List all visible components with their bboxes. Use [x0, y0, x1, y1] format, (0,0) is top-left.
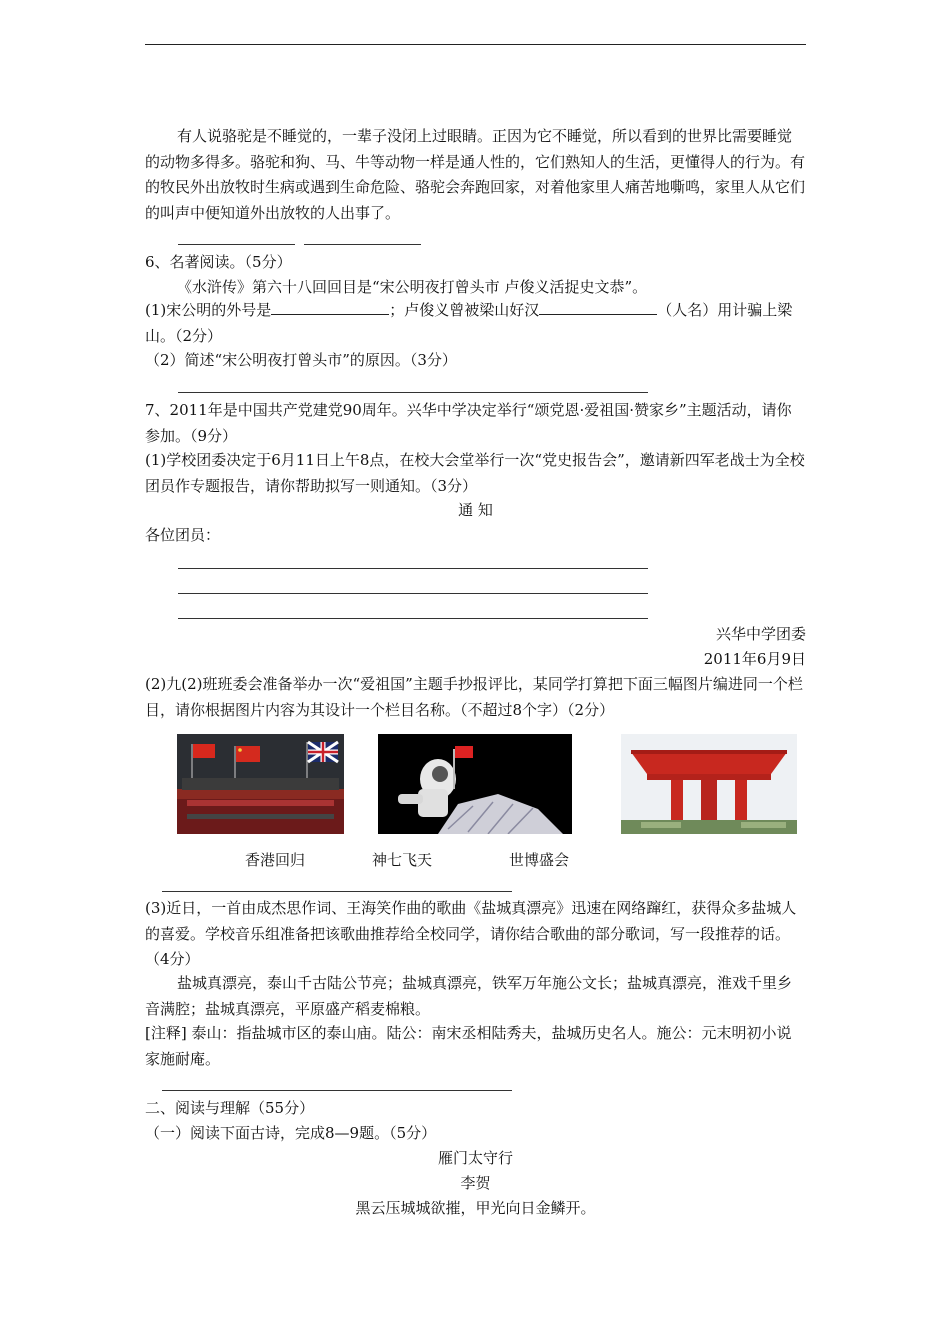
photo-caption: 香港回归 [245, 851, 306, 869]
answer-line [178, 618, 648, 619]
poem-line: 黑云压城城欲摧，甲光向日金鳞开。 [355, 1199, 596, 1217]
question-7-part-2: (2)九(2)班班委会准备举办一次“爱祖国”主题手抄报评比，某同学打算把下面三幅图片编进同一个栏目，请你根据图片内容为其设计一个栏目名称。（不超过8个字）（2分） [145, 675, 803, 719]
expo-china-pavilion-photo [621, 734, 797, 834]
passage-paragraph: 有人说骆驼是不睡觉的，一辈子没闭上过眼睛。正因为它不睡觉，所以看到的世界比需要睡觉的动物多得多。骆驼和狗、马、牛等动物一样是通人性的，它们熟知人的生活，更懂得人的行为。有的牧民外出放牧时生病或遇到生命危险、骆驼会奔跑回家，对着他家里人痛苦地嘶鸣，家里人从它们的叫声中便知道外出放牧的人出事了。 [145, 127, 806, 222]
section-2-subtitle: （一）阅读下面古诗，完成8—9题。（5分） [145, 1124, 437, 1142]
question-6-intro: 《水浒传》第六十八回回目是“宋公明夜打曾头市 卢俊义活捉史文恭”。 [177, 278, 648, 296]
notice-salutation: 各位团员： [145, 526, 221, 544]
question-7-part-1: (1)学校团委决定于6月11日上午8点，在校大会堂举行一次“党史报告会”，邀请新四军老战士为全校团员作专题报告，请你帮助拟写一则通知。（3分） [145, 451, 805, 495]
shenzhou-7-spacewalk-photo [378, 734, 572, 834]
answer-line [178, 392, 648, 393]
question-7-title: 7、2011年是中国共产党建党90周年。兴华中学决定举行“颂党恩·爱祖国·赞家乡”主题活动，请你参加。（9分） [145, 401, 792, 445]
answer-line [162, 891, 512, 892]
notice-signature: 兴华中学团委 [715, 625, 806, 643]
photo-caption: 神七飞天 [372, 851, 433, 869]
section-2-title: 二、阅读与理解（55分） [145, 1099, 315, 1117]
answer-line [304, 244, 421, 245]
answer-blank[interactable] [271, 299, 389, 315]
answer-line [178, 568, 648, 569]
question-6-part-1: (1)宋公明的外号是 ；卢俊义曾被梁山好汉 （人名）用计骗上梁山。（2分） [145, 301, 793, 345]
question-6-title: 6、名著阅读。（5分） [145, 253, 292, 271]
notice-title: 通 知 [458, 501, 493, 519]
question-7-part-3: (3)近日，一首由成杰思作词、王海笑作曲的歌曲《盐城真漂亮》迅速在网络蹿红，获得众多盐城人的喜爱。学校音乐组准备把该歌曲推荐给全校同学，请你结合歌曲的部分歌词，写一段推荐的话。（4分） [145, 899, 797, 968]
hong-kong-handover-photo [177, 734, 344, 834]
photo-caption: 世博盛会 [509, 851, 570, 869]
lyrics-note: [注释] 泰山：指盐城市区的泰山庙。陆公：南宋丞相陆秀夫，盐城历史名人。施公：元末明初小说家施耐庵。 [145, 1024, 792, 1068]
question-6-part-2: （2）简述“宋公明夜打曾头市”的原因。（3分） [145, 351, 457, 369]
header-rule [145, 44, 806, 45]
song-lyrics: 盐城真漂亮，泰山千古陆公节亮；盐城真漂亮，铁军万年施公文长；盐城真漂亮，淮戏千里乡音满腔；盐城真漂亮，平原盛产稻麦棉粮。 [145, 974, 793, 1018]
answer-line [178, 244, 295, 245]
answer-line [162, 1090, 512, 1091]
poem-title: 雁门太守行 [437, 1149, 513, 1167]
poem-author: 李贺 [460, 1174, 491, 1192]
answer-blank[interactable] [539, 299, 657, 315]
notice-date: 2011年6月9日 [703, 650, 806, 668]
answer-line [178, 593, 648, 594]
